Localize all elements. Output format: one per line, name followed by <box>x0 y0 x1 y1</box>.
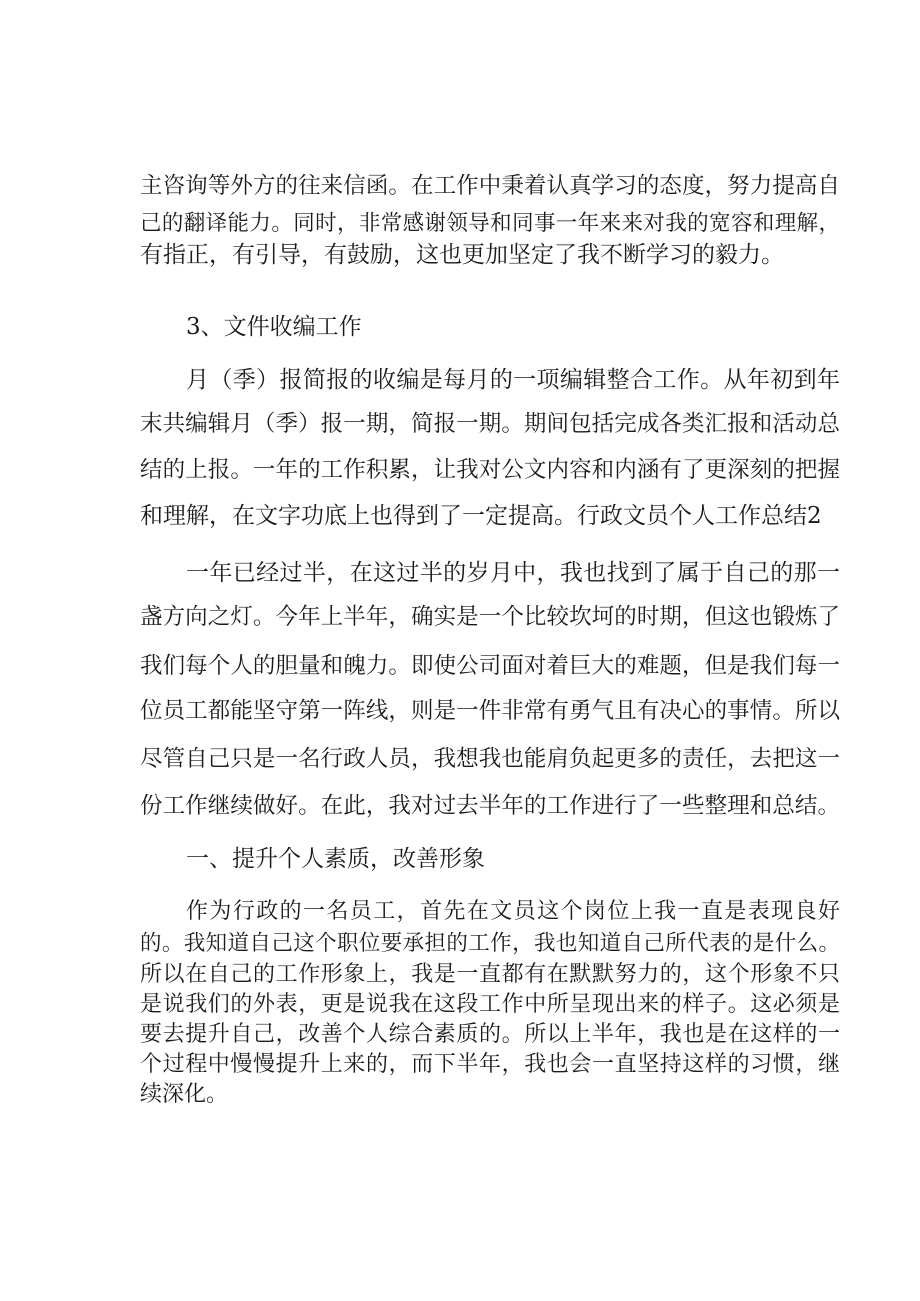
paragraph-line: 份工作继续做好。在此，我对过去半年的工作进行了一些整理和总结。 <box>140 793 840 819</box>
paragraph-line: 己的翻译能力。同时，非常感谢领导和同事一年来来对我的宽容和理解， <box>140 211 840 236</box>
paragraph-line: 位员工都能坚守第一阵线，则是一件非常有勇气且有决心的事情。所以 <box>140 698 840 724</box>
paragraph-line: 是说我们的外表，更是说我在这段工作中所呈现出来的样子。这必须是 <box>140 992 840 1017</box>
paragraph-line: 要去提升自己，改善个人综合素质的。所以上半年，我也是在这样的一 <box>140 1022 840 1047</box>
section-heading: 一、提升个人素质，改善形象 <box>186 846 485 872</box>
paragraph-line: 主咨询等外方的往来信函。在工作中秉着认真学习的态度，努力提高自 <box>140 173 840 199</box>
paragraph-line: 我们每个人的胆量和魄力。即使公司面对着巨大的难题，但是我们每一 <box>140 653 840 679</box>
paragraph-line: 作为行政的一名员工，首先在文员这个岗位上我一直是表现良好 <box>186 899 840 924</box>
paragraph-line: 的。我知道自己这个职位要承担的工作，我也知道自己所代表的是什么。 <box>140 931 840 956</box>
paragraph-line: 一年已经过半，在这过半的岁月中，我也找到了属于自己的那一 <box>186 560 840 586</box>
paragraph-line: 有指正，有引导，有鼓励，这也更加坚定了我不断学习的毅力。 <box>140 242 784 268</box>
paragraph-line: 末共编辑月（季）报一期，简报一期。期间包括完成各类汇报和活动总 <box>140 411 840 437</box>
paragraph-line: 续深化。 <box>140 1082 229 1107</box>
paragraph-line: 尽管自己只是一名行政人员，我想我也能肩负起更多的责任，去把这一 <box>140 746 840 772</box>
paragraph-line: 结的上报。一年的工作积累，让我对公文内容和内涵有了更深刻的把握 <box>140 457 840 483</box>
paragraph-line: 个过程中慢慢提升上来的，而下半年，我也会一直坚持这样的习惯，继 <box>140 1052 840 1077</box>
paragraph-line: 和理解，在文字功底上也得到了一定提高。行政文员个人工作总结2 <box>140 503 822 529</box>
paragraph-line: 所以在自己的工作形象上，我是一直都有在默默努力的，这个形象不只 <box>140 962 840 987</box>
paragraph-line: 月（季）报简报的收编是每月的一项编辑整合工作。从年初到年 <box>186 367 840 393</box>
paragraph-line: 盏方向之灯。今年上半年，确实是一个比较坎坷的时期，但这也锻炼了 <box>140 604 840 630</box>
section-heading: 3、文件收编工作 <box>186 314 362 340</box>
